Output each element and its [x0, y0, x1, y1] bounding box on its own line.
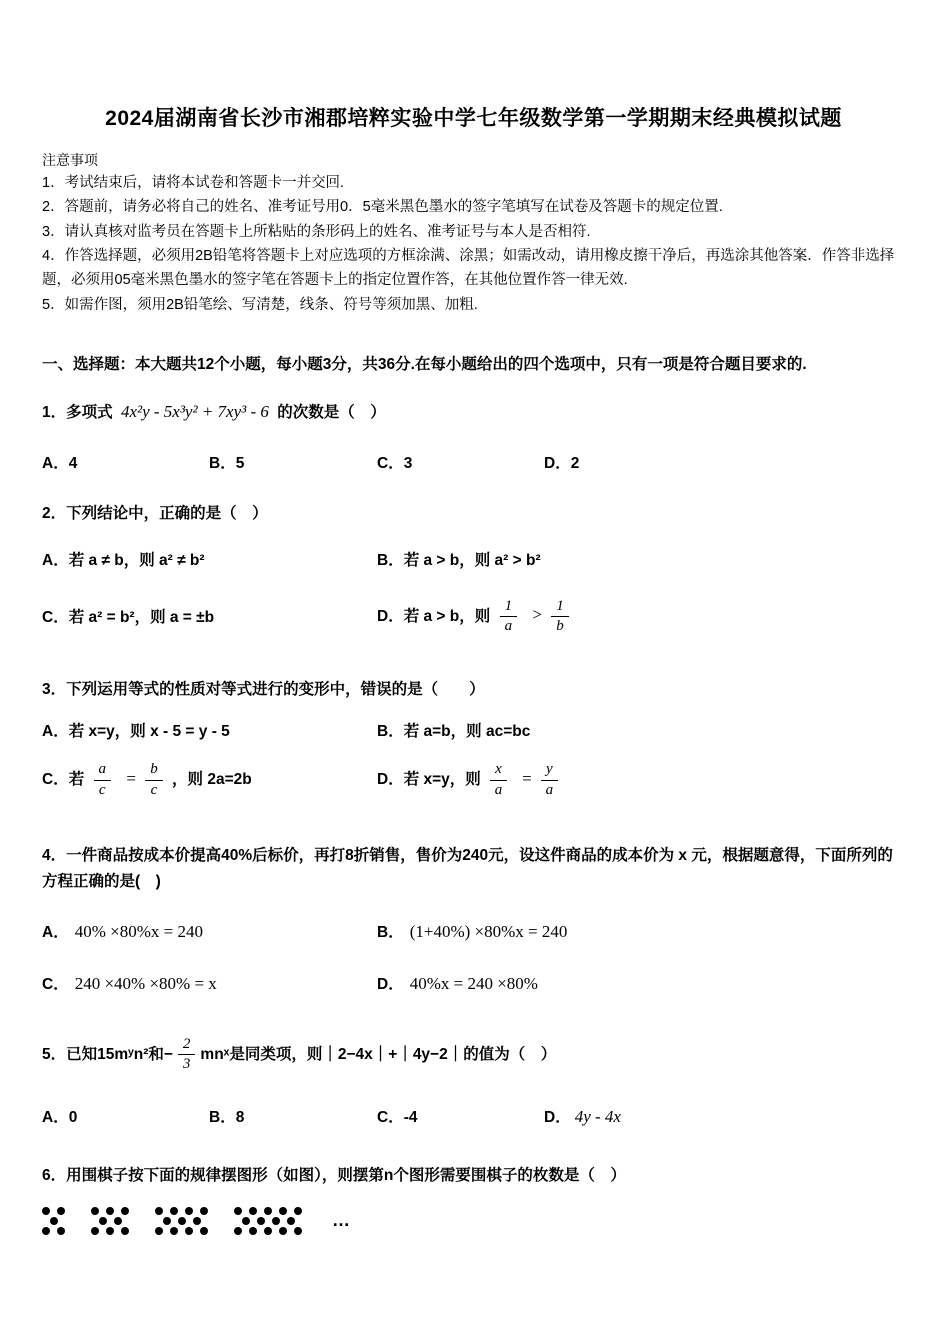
- go-stone-dot: [279, 1227, 287, 1235]
- q5-stem-suffix: mnˣ是同类项，则｜2−4x｜+｜4y−2｜的值为（ ）: [200, 1045, 557, 1063]
- go-stone-dot: [99, 1217, 107, 1225]
- go-stone-dot: [234, 1207, 242, 1215]
- q1-stem-suffix: 的次数是（ ）: [277, 404, 386, 422]
- go-stone-dot: [200, 1207, 208, 1215]
- q2-option-c: C．若 a² = b²，则 a = ±b: [42, 609, 215, 627]
- q4-option-b-label: B．: [377, 923, 404, 941]
- fraction-numerator: a: [94, 761, 112, 780]
- q5-option-b: B．8: [209, 1109, 245, 1127]
- q3-option-d: [377, 761, 905, 799]
- question-4: [42, 843, 905, 994]
- question-2: [42, 501, 905, 635]
- note-item-3: 3．请认真核对监考员在答题卡上所粘贴的条形码上的姓名、准考证号与本人是否相符.: [42, 223, 591, 240]
- q3-option-d-prefix: D．若 x=y，则: [377, 771, 481, 789]
- q4-options-row-1: [42, 920, 905, 942]
- go-stone-dot: [193, 1217, 201, 1225]
- fraction-numerator: b: [145, 761, 163, 780]
- go-stone-dot: [178, 1217, 186, 1225]
- go-stone-dot: [106, 1227, 114, 1235]
- go-stone-dot: [163, 1217, 171, 1225]
- go-stone-dot: [279, 1207, 287, 1215]
- fraction-denominator: 3: [182, 1055, 191, 1072]
- q1-stem-prefix: 1．多项式: [42, 404, 113, 422]
- fraction-numerator: y: [541, 761, 558, 780]
- q1-option-b: B．5: [209, 455, 245, 473]
- go-stone-dot: [257, 1217, 265, 1225]
- q4-option-a: [42, 920, 377, 942]
- q6-figures: [42, 1206, 905, 1236]
- fraction-b-over-c: [145, 761, 163, 799]
- fraction-denominator: c: [150, 781, 158, 798]
- q2-option-a: A．若 a ≠ b，则 a² ≠ b²: [42, 551, 205, 569]
- fraction-numerator: x: [490, 761, 507, 780]
- q3-stem: 3．下列运用等式的性质对等式进行的变形中，错误的是（ ）: [42, 681, 485, 699]
- q3-options-row-2: [42, 761, 905, 799]
- go-stone-dot: [50, 1217, 58, 1225]
- q2-option-b: B．若 a > b，则 a² > b²: [377, 551, 541, 569]
- q3-option-b: B．若 a=b，则 ac=bc: [377, 723, 531, 741]
- q6-figure-4-go-stones: [234, 1206, 302, 1236]
- q4-option-d-equation: 40%x = 240 ×80%: [409, 973, 538, 993]
- fraction-numerator: 1: [551, 598, 569, 617]
- q3-option-d-relation: =: [522, 769, 532, 789]
- q2-stem: 2．下列结论中，正确的是（ ）: [42, 505, 268, 523]
- fraction-y-over-a: [541, 761, 558, 799]
- q2-options-row-1: [42, 548, 905, 570]
- go-stone-dot: [57, 1207, 65, 1215]
- go-stone-dot: [249, 1207, 257, 1215]
- go-stone-dot: [294, 1207, 302, 1215]
- q2-option-d-prefix: D．若 a > b，则: [377, 607, 491, 625]
- q6-figure-1-go-stones: [42, 1206, 65, 1236]
- q1-stem: [42, 398, 905, 427]
- q6-ellipsis: …: [332, 1210, 350, 1231]
- notes-header: 注意事项: [42, 152, 98, 168]
- go-stone-dot: [155, 1227, 163, 1235]
- q6-figure-2-go-stones: [91, 1206, 129, 1236]
- q4-option-a-label: A．: [42, 923, 69, 941]
- q3-option-c-prefix: C．若: [42, 771, 85, 789]
- note-item-4: 4．作答选择题，必须用2B铅笔将答题卡上对应选项的方框涂满、涂黑；如需改动，请用橡皮擦干净后，再选涂其他答案．作答非选择题，必须用05毫米黑色墨水的签字笔在答题卡上的指定位置作答，在其他位置作答一律无效.: [42, 248, 895, 289]
- fraction-numerator: 2: [178, 1036, 196, 1055]
- question-6: [42, 1163, 905, 1235]
- go-stone-dot: [272, 1217, 280, 1225]
- fraction-a-over-c: [94, 761, 112, 799]
- go-stone-dot: [264, 1227, 272, 1235]
- go-stone-dot: [234, 1227, 242, 1235]
- question-5: [42, 1036, 905, 1128]
- fraction-2-over-3: [178, 1036, 196, 1074]
- q6-stem: 6．用围棋子按下面的规律摆图形（如图），则摆第n个图形需要围棋子的枚数是（ ）: [42, 1167, 626, 1185]
- q3-option-c-suffix: ，则 2a=2b: [172, 771, 252, 789]
- fraction-denominator: b: [556, 617, 564, 634]
- go-stone-dot: [42, 1207, 50, 1215]
- q6-figure-3-go-stones: [155, 1206, 208, 1236]
- fraction-x-over-a: [490, 761, 507, 799]
- fraction-denominator: a: [545, 781, 554, 798]
- go-stone-dot: [57, 1227, 65, 1235]
- fraction-denominator: a: [504, 617, 513, 634]
- q4-option-d: [377, 972, 905, 994]
- go-stone-dot: [155, 1207, 163, 1215]
- go-stone-dot: [249, 1227, 257, 1235]
- go-stone-dot: [264, 1207, 272, 1215]
- go-stone-dot: [242, 1217, 250, 1225]
- q4-option-c-label: C．: [42, 975, 69, 993]
- go-stone-dot: [91, 1227, 99, 1235]
- q5-option-a: A．0: [42, 1109, 78, 1127]
- q4-option-c-equation: 240 ×40% ×80% = x: [74, 973, 217, 993]
- go-stone-dot: [185, 1207, 193, 1215]
- q3-option-a: A．若 x=y，则 x - 5 = y - 5: [42, 723, 230, 741]
- go-stone-dot: [287, 1217, 295, 1225]
- go-stone-dot: [114, 1217, 122, 1225]
- q1-option-a: A．4: [42, 455, 78, 473]
- q2-option-d-relation: >: [532, 605, 542, 625]
- question-3: [42, 677, 905, 799]
- q1-option-c: C．3: [377, 455, 413, 473]
- q4-option-d-label: D．: [377, 975, 404, 993]
- q5-stem: [42, 1036, 905, 1074]
- fraction-1-over-a: [500, 598, 518, 636]
- page-title: 2024届湖南省长沙市湘郡培粹实验中学七年级数学第一学期期末经典模拟试题: [105, 107, 842, 130]
- note-item-5: 5．如需作图，须用2B铅笔绘、写清楚，线条、符号等须加黑、加粗.: [42, 296, 478, 313]
- go-stone-dot: [170, 1207, 178, 1215]
- q2-option-d: [377, 598, 905, 636]
- q4-stem: 4．一件商品按成本价提高40%后标价，再打8折销售，售价为240元，设这件商品的成本价为 x 元，根据题意得，下面所列的方程正确的是( ): [42, 846, 893, 891]
- q4-option-b-equation: (1+40%) ×80%x = 240: [409, 921, 568, 941]
- q3-option-c: [42, 761, 377, 799]
- go-stone-dot: [106, 1207, 114, 1215]
- note-item-2: 2．答题前，请务必将自己的姓名、准考证号用0．5毫米黑色墨水的签字笔填写在试卷及答题卡的规定位置.: [42, 199, 723, 216]
- q3-options-row-1: [42, 719, 905, 741]
- go-stone-dot: [185, 1227, 193, 1235]
- q5-option-c: C．-4: [377, 1109, 418, 1127]
- go-stone-dot: [294, 1227, 302, 1235]
- q4-option-c: [42, 972, 377, 994]
- fraction-denominator: c: [98, 781, 106, 798]
- go-stone-dot: [121, 1207, 129, 1215]
- go-stone-dot: [200, 1227, 208, 1235]
- q5-option-d-expression: 4y - 4x: [574, 1107, 621, 1127]
- notes-section: [42, 150, 905, 317]
- go-stone-dot: [170, 1227, 178, 1235]
- fraction-denominator: a: [494, 781, 503, 798]
- q5-options-row: [42, 1105, 905, 1127]
- go-stone-dot: [42, 1227, 50, 1235]
- fraction-numerator: 1: [500, 598, 518, 617]
- q1-options-row: [42, 451, 905, 473]
- note-item-1: 1．考试结束后，请将本试卷和答题卡一并交回.: [42, 175, 345, 191]
- q5-stem-prefix: 5．已知15mʸn²和−: [42, 1045, 173, 1063]
- q4-options-row-2: [42, 972, 905, 994]
- q5-option-d: [544, 1105, 905, 1127]
- q2-options-row-2: [42, 598, 905, 636]
- fraction-1-over-b: [551, 598, 569, 636]
- go-stone-dot: [91, 1207, 99, 1215]
- section1-header: 一、选择题：本大题共12个小题，每小题3分，共36分.在每小题给出的四个选项中，只有一项是符合题目要求的.: [42, 356, 807, 374]
- q1-option-d: D．2: [544, 455, 580, 473]
- q4-option-b: [377, 920, 905, 942]
- q4-option-a-equation: 40% ×80%x = 240: [74, 921, 203, 941]
- q3-option-c-relation: =: [126, 769, 136, 789]
- go-stone-dot: [121, 1227, 129, 1235]
- q1-polynomial-formula: 4x²y - 5x³y² + 7xy³ - 6: [120, 402, 269, 422]
- q5-option-d-label: D．: [544, 1109, 571, 1127]
- question-1: [42, 398, 905, 473]
